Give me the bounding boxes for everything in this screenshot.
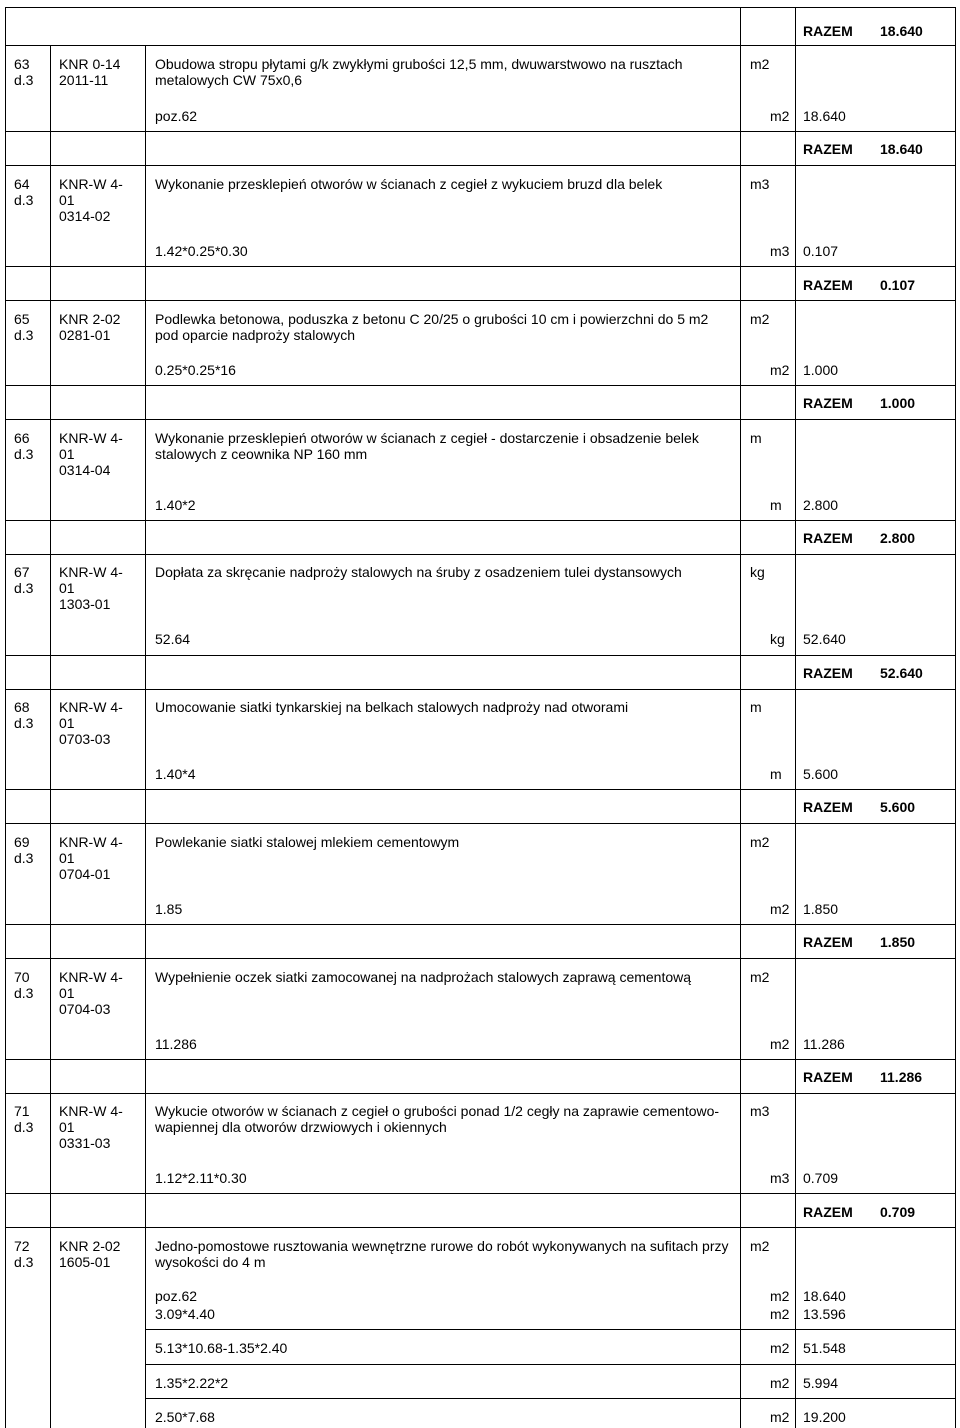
item-section: d.3 xyxy=(14,72,34,88)
measure-unit: kg xyxy=(770,631,785,647)
item-unit: m xyxy=(750,699,762,715)
measure-value: 5.994 xyxy=(803,1375,839,1391)
measure-value: 13.596 xyxy=(803,1306,846,1322)
measure-value: 51.548 xyxy=(803,1340,846,1356)
measure-expression: 11.286 xyxy=(155,1036,197,1052)
total-label: RAZEM xyxy=(803,799,853,815)
item-code-line: KNR 0-14 xyxy=(59,56,121,72)
item-code-line: 0704-01 xyxy=(59,866,111,882)
item-section: d.3 xyxy=(14,192,34,208)
measure-unit: m xyxy=(770,766,782,782)
item-code-line: 0704-03 xyxy=(59,1001,111,1017)
measure-expression: poz.62 xyxy=(155,1288,198,1304)
row-divider xyxy=(5,266,955,267)
total-value: 2.800 xyxy=(880,530,916,546)
measure-unit: m2 xyxy=(770,362,790,378)
item-unit: kg xyxy=(750,564,765,580)
measure-value: 18.640 xyxy=(803,108,846,124)
measure-unit: m2 xyxy=(770,1340,790,1356)
row-divider xyxy=(5,958,955,959)
item-section: d.3 xyxy=(14,715,34,731)
total-value: 0.107 xyxy=(880,277,916,293)
item-description: Obudowa stropu płytami g/k zwykłymi grubości 12,5 mm, dwuwarstwowo na rusztach metalowych CW 75x0,6 xyxy=(155,56,683,88)
measure-unit: m xyxy=(770,497,782,513)
measure-expression: poz.62 xyxy=(155,108,198,124)
row-divider xyxy=(5,131,955,132)
total-label: RAZEM xyxy=(803,277,853,293)
item-unit: m2 xyxy=(750,56,770,72)
measure-value: 1.850 xyxy=(803,901,839,917)
row-divider xyxy=(5,1227,955,1228)
measure-expression: 1.35*2.22*2 xyxy=(155,1375,229,1391)
item-code-line: 1605-01 xyxy=(59,1254,111,1270)
measure-unit: m2 xyxy=(770,1288,790,1304)
item-number: 71 xyxy=(14,1103,30,1119)
measure-expression: 2.50*7.68 xyxy=(155,1409,215,1425)
item-code-line: 01 xyxy=(59,1119,75,1135)
measure-unit: m2 xyxy=(770,1306,790,1322)
item-description: Jedno-pomostowe rusztowania wewnętrzne rurowe do robót wykonywanych na sufitach przy wysokości do 4 m xyxy=(155,1238,729,1270)
item-description: Powlekanie siatki stalowej mlekiem cementowym xyxy=(155,834,460,850)
total-label: RAZEM xyxy=(803,665,853,681)
item-unit: m xyxy=(750,430,762,446)
item-number: 67 xyxy=(14,564,30,580)
measure-expression: 52.64 xyxy=(155,631,191,647)
item-code-line: 01 xyxy=(59,580,75,596)
total-value: 18.640 xyxy=(880,141,923,157)
item-section: d.3 xyxy=(14,985,34,1001)
item-unit: m2 xyxy=(750,1238,770,1254)
item-code-line: 0314-04 xyxy=(59,462,111,478)
total-label: RAZEM xyxy=(803,23,853,39)
measure-expression: 1.12*2.11*0.30 xyxy=(155,1170,247,1186)
item-code-line: 0331-03 xyxy=(59,1135,111,1151)
item-code-line: KNR 2-02 xyxy=(59,311,121,327)
item-number: 69 xyxy=(14,834,30,850)
measure-expression: 3.09*4.40 xyxy=(155,1306,215,1322)
item-section: d.3 xyxy=(14,1254,34,1270)
item-unit: m3 xyxy=(750,176,770,192)
item-code-line: 01 xyxy=(59,985,75,1001)
measure-value: 18.640 xyxy=(803,1288,846,1304)
item-code-line: 01 xyxy=(59,715,75,731)
row-divider xyxy=(5,789,955,790)
measure-unit: m2 xyxy=(770,1375,790,1391)
item-description: Wykonanie przesklepień otworów w ścianach z cegieł - dostarczenie i obsadzenie belek stalowych z ceownika NP 160 mm xyxy=(155,430,699,462)
row-divider xyxy=(5,45,955,46)
measure-expression: 1.40*4 xyxy=(155,766,196,782)
column-divider xyxy=(50,45,51,1428)
column-divider xyxy=(145,45,146,1428)
total-label: RAZEM xyxy=(803,530,853,546)
total-value: 52.640 xyxy=(880,665,923,681)
total-value: 1.850 xyxy=(880,934,916,950)
item-code-line: KNR-W 4- xyxy=(59,176,123,192)
item-description: Wypełnienie oczek siatki zamocowanej na nadprożach stalowych zaprawą cementową xyxy=(155,969,692,985)
item-description: Podlewka betonowa, poduszka z betonu C 20/25 o grubości 10 cm i powierzchni do 5 m2 pod oparcie nadproży stalowych xyxy=(155,311,709,343)
measure-value: 2.800 xyxy=(803,497,839,513)
row-divider xyxy=(145,1364,955,1365)
row-divider xyxy=(5,1093,955,1094)
item-number: 68 xyxy=(14,699,30,715)
measure-value: 0.709 xyxy=(803,1170,839,1186)
item-number: 66 xyxy=(14,430,30,446)
row-divider xyxy=(5,419,955,420)
row-divider xyxy=(145,1398,955,1399)
measure-unit: m3 xyxy=(770,243,790,259)
item-code-line: 1303-01 xyxy=(59,596,111,612)
item-code-line: KNR-W 4- xyxy=(59,430,123,446)
item-code-line: KNR-W 4- xyxy=(59,1103,123,1119)
item-code-line: 0281-01 xyxy=(59,327,111,343)
measure-value: 1.000 xyxy=(803,362,839,378)
measure-unit: m3 xyxy=(770,1170,790,1186)
item-description: Dopłata za skręcanie nadproży stalowych na śruby z osadzeniem tulei dystansowych xyxy=(155,564,682,580)
measure-expression: 5.13*10.68-1.35*2.40 xyxy=(155,1340,288,1356)
total-label: RAZEM xyxy=(803,1069,853,1085)
measure-expression: 1.85 xyxy=(155,901,183,917)
table-border-left xyxy=(5,7,6,1428)
item-code-line: 0314-02 xyxy=(59,208,111,224)
row-divider xyxy=(5,165,955,166)
row-divider xyxy=(5,823,955,824)
item-number: 72 xyxy=(14,1238,30,1254)
item-code-line: KNR-W 4- xyxy=(59,699,123,715)
row-divider xyxy=(5,1193,955,1194)
row-divider xyxy=(145,1329,955,1330)
item-description: Wykucie otworów w ścianach z cegieł o grubości ponad 1/2 cegły na zaprawie cementowo-wapiennej dla otworów drzwiowych i okiennych xyxy=(155,1103,720,1135)
item-section: d.3 xyxy=(14,446,34,462)
measure-unit: m2 xyxy=(770,1036,790,1052)
measure-value: 19.200 xyxy=(803,1409,846,1425)
item-number: 63 xyxy=(14,56,30,72)
item-number: 65 xyxy=(14,311,30,327)
table-border-right xyxy=(955,7,956,1428)
measure-unit: m2 xyxy=(770,901,790,917)
measure-expression: 1.40*2 xyxy=(155,497,196,513)
measure-value: 52.640 xyxy=(803,631,846,647)
row-divider xyxy=(5,689,955,690)
column-divider xyxy=(740,7,741,1428)
total-value: 0.709 xyxy=(880,1204,916,1220)
item-code-line: KNR-W 4- xyxy=(59,969,123,985)
item-unit: m2 xyxy=(750,834,770,850)
measure-value: 11.286 xyxy=(803,1036,845,1052)
total-label: RAZEM xyxy=(803,141,853,157)
total-label: RAZEM xyxy=(803,395,853,411)
measure-value: 5.600 xyxy=(803,766,839,782)
row-divider xyxy=(5,520,955,521)
item-section: d.3 xyxy=(14,580,34,596)
item-code-line: KNR 2-02 xyxy=(59,1238,121,1254)
measure-expression: 0.25*0.25*16 xyxy=(155,362,236,378)
row-divider xyxy=(5,554,955,555)
item-section: d.3 xyxy=(14,327,34,343)
item-number: 64 xyxy=(14,176,30,192)
item-code-line: 01 xyxy=(59,192,75,208)
measure-unit: m2 xyxy=(770,1409,790,1425)
item-code-line: KNR-W 4- xyxy=(59,564,123,580)
item-section: d.3 xyxy=(14,850,34,866)
item-unit: m2 xyxy=(750,969,770,985)
measure-value: 0.107 xyxy=(803,243,839,259)
item-unit: m2 xyxy=(750,311,770,327)
item-description: Wykonanie przesklepień otworów w ścianach z cegieł z wykuciem bruzd dla belek xyxy=(155,176,663,192)
item-code-line: KNR-W 4- xyxy=(59,834,123,850)
item-code-line: 01 xyxy=(59,446,75,462)
measure-expression: 1.42*0.25*0.30 xyxy=(155,243,248,259)
item-section: d.3 xyxy=(14,1119,34,1135)
item-unit: m3 xyxy=(750,1103,770,1119)
total-value: 11.286 xyxy=(880,1069,923,1085)
row-divider xyxy=(5,7,955,8)
total-label: RAZEM xyxy=(803,1204,853,1220)
measure-unit: m2 xyxy=(770,108,790,124)
total-label: RAZEM xyxy=(803,934,853,950)
row-divider xyxy=(5,300,955,301)
row-divider xyxy=(5,1059,955,1060)
item-code-line: 01 xyxy=(59,850,75,866)
total-value: 5.600 xyxy=(880,799,916,815)
row-divider xyxy=(5,385,955,386)
column-divider xyxy=(795,7,796,1428)
item-code-line: 2011-11 xyxy=(59,72,109,88)
item-description: Umocowanie siatki tynkarskiej na belkach stalowych nadproży nad otworami xyxy=(155,699,629,715)
total-value: 18.640 xyxy=(880,23,923,39)
row-divider xyxy=(5,924,955,925)
total-value: 1.000 xyxy=(880,395,916,411)
item-number: 70 xyxy=(14,969,30,985)
row-divider xyxy=(5,655,955,656)
item-code-line: 0703-03 xyxy=(59,731,111,747)
